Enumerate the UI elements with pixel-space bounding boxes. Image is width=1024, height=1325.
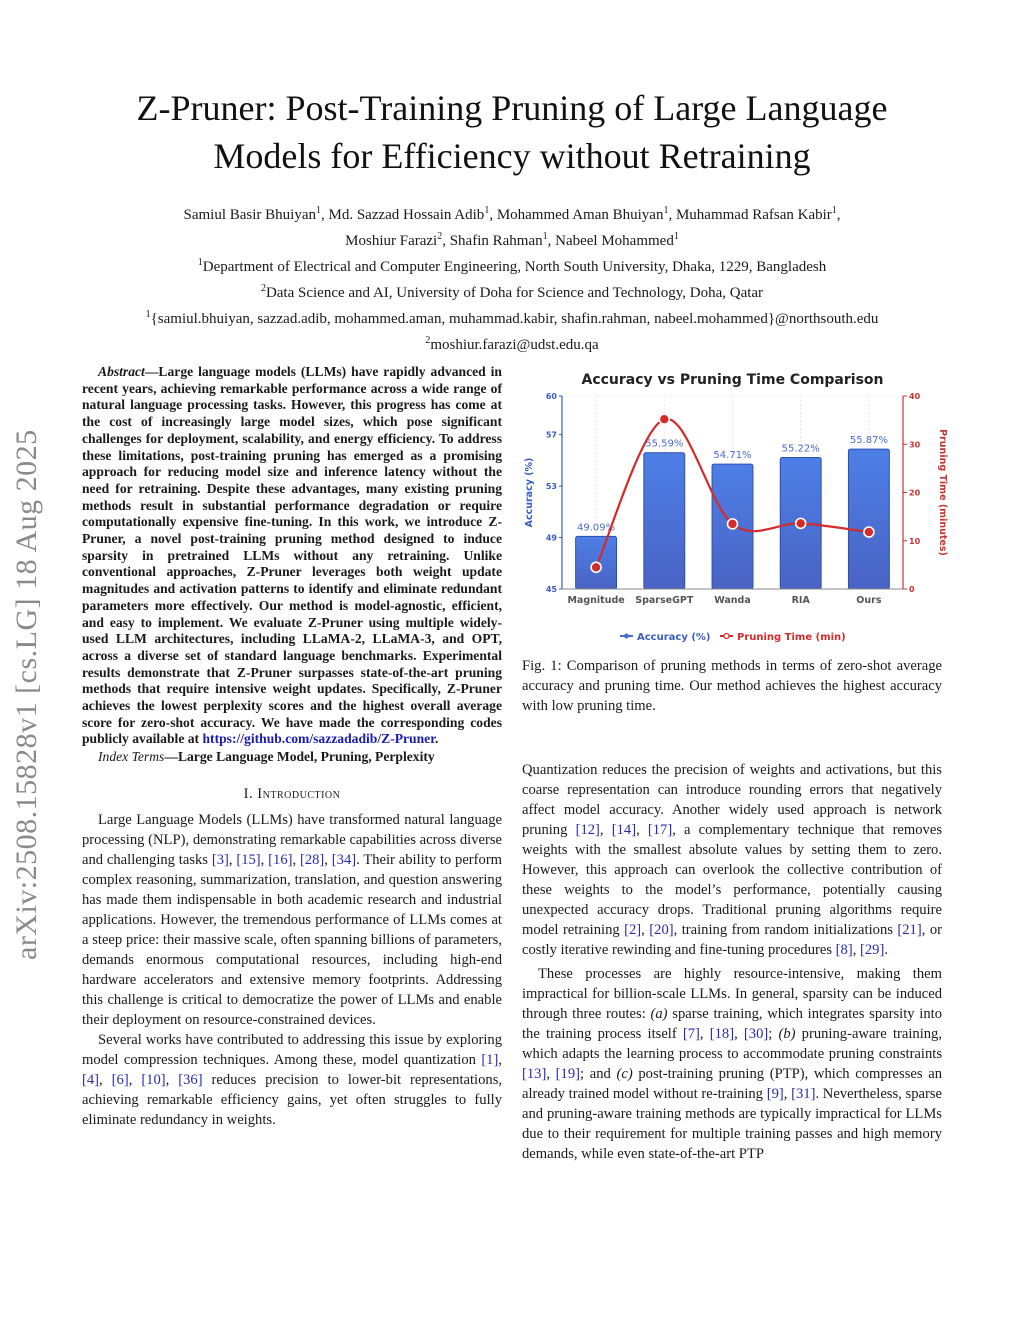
citation-link[interactable]: [10] bbox=[141, 1072, 166, 1089]
abstract bbox=[82, 364, 502, 748]
citation-link[interactable]: [3] bbox=[211, 852, 229, 869]
left-tick-label: 60 bbox=[545, 392, 557, 401]
intro-paragraph-2: Several works have contributed to addressing this issue by exploring model compression techniques. Among these, model quantization [1], [4], [6], [10], [36] reduces precision to lower-bit representations, achieving remarkable efficiency gains, yet often struggles to fully eliminate redundancy in weights. bbox=[82, 1032, 503, 1129]
author-name: Moshiur Farazi bbox=[345, 233, 438, 249]
affiliation-2-text: Data Science and AI, University of Doha for Science and Technology, Doha, Qatar bbox=[265, 285, 764, 301]
paper-title bbox=[60, 84, 964, 180]
legend-time-marker bbox=[724, 634, 729, 639]
index-terms-label: Index Terms bbox=[98, 749, 165, 765]
x-tick-label: Wanda bbox=[714, 595, 751, 606]
citation-link[interactable]: [31] bbox=[791, 1086, 816, 1102]
x-tick-label: Magnitude bbox=[567, 595, 625, 606]
affiliation-marker: 1 bbox=[484, 205, 490, 216]
x-tick-label: Ours bbox=[856, 595, 882, 606]
index-terms bbox=[82, 748, 502, 766]
title-line-2: Models for Efficiency without Retraining bbox=[213, 136, 811, 176]
author-name: Md. Sazzad Hossain Adib bbox=[328, 207, 485, 223]
pruning-time-point-ours bbox=[864, 527, 874, 537]
citation-link[interactable]: [7] bbox=[682, 1026, 700, 1042]
citation-link[interactable]: [28] bbox=[299, 852, 325, 869]
citation-link[interactable]: [4] bbox=[82, 1072, 100, 1089]
emails-1: $^1${samiul.bhuiyan, sazzad.adib, mohammed.aman, muhammad.kabir, shafin.rahman, nabeel.mohammed}@northsouth.edu bbox=[145, 309, 879, 327]
citation-link[interactable]: [20] bbox=[649, 922, 674, 938]
italic-label: (c) bbox=[616, 1066, 633, 1082]
section-number: I. bbox=[243, 786, 258, 803]
citation-link[interactable]: [18] bbox=[709, 1026, 735, 1042]
affiliation-marker: 1 bbox=[831, 205, 837, 216]
left-axis-label: Accuracy (%) bbox=[524, 457, 535, 528]
emails-1-text: {samiul.bhuiyan, sazzad.adib, mohammed.aman, muhammad.kabir, shafin.rahman, nabeel.mohammed}@northsouth.edu bbox=[150, 311, 879, 327]
citation-link[interactable]: [21] bbox=[897, 922, 922, 938]
left-column bbox=[82, 364, 502, 1130]
author-block bbox=[60, 200, 964, 356]
right-tick-label: 20 bbox=[909, 488, 921, 498]
bar-value-label: 54.71% bbox=[713, 450, 752, 462]
right-tick-label: 0 bbox=[909, 585, 915, 594]
author-name: Muhammad Rafsan Kabir bbox=[675, 207, 832, 223]
affiliation-2: $^2$Data Science and AI, University of Doha for Science and Technology, Doha, Qatar bbox=[260, 283, 764, 301]
left-tick-label: 45 bbox=[545, 585, 557, 594]
affiliation-marker: 1 bbox=[673, 231, 679, 242]
citation-link[interactable]: [19] bbox=[555, 1066, 580, 1082]
citation-link[interactable]: [1] bbox=[481, 1052, 499, 1069]
author-list-line-1: Samiul Basir Bhuiyan$^1$, Md. Sazzad Hossain Adib$^1$, Mohammed Aman Bhuiyan$^1$, Muhammad Rafsan Kabir$^1$, bbox=[183, 205, 841, 223]
author-name: Shafin Rahman bbox=[449, 233, 543, 249]
citation-link[interactable]: [36] bbox=[178, 1072, 203, 1089]
bar-value-label: 55.22% bbox=[781, 443, 820, 455]
right-tick-label: 10 bbox=[909, 536, 921, 546]
citation-link[interactable]: [15] bbox=[236, 852, 261, 869]
x-tick-label: RIA bbox=[791, 595, 810, 606]
accuracy-bar-sparsegpt bbox=[644, 453, 685, 589]
left-tick-label: 53 bbox=[545, 482, 557, 492]
left-tick-label: 49 bbox=[545, 533, 557, 543]
abstract-text: —Large language models (LLMs) have rapidly advanced in recent years, achieving remarkable performance across a wide range of natural language processing tasks. However, this progress has come at the cost of increasingly large model sizes, which pose significant challenges for deployment, scalability, and energy efficiency. To address these limitations, post-training pruning has emerged as a promising approach for reducing model size and inference latency without the need for retraining. Despite these advantages, many existing pruning methods result in substantial performance degradation or require computationally expensive fine-tuning. In this work, we introduce Z-Pruner, a novel post-training pruning method designed to induce sparsity in pretrained LLMs without any retraining. Unlike conventional approaches, Z-Pruner leverages both weight update magnitudes and activation patterns to identify and eliminate redundant parameters more effectively. Our method is model-agnostic, efficient, and easy to implement. We evaluate Z-Pruner using multiple widely-used LLM architectures, including LLaMA-2, LLaMA-3, and OPT, across a diverse set of standard language benchmarks. Experimental results demonstrate that Z-Pruner surpasses state-of-the-art pruning methods that require intensive weight updates. Specifically, Z-Pruner achieves the lowest perplexity scores and the highest overall average score for zero-shot accuracy. We have made the corresponding codes publicly available at bbox=[82, 364, 502, 747]
right-column-body bbox=[522, 760, 942, 1164]
affiliation-marker: 1 bbox=[663, 205, 669, 216]
affiliation-marker: 1 bbox=[315, 205, 321, 216]
abstract-label: Abstract bbox=[98, 364, 145, 379]
citation-link[interactable]: [8] bbox=[835, 942, 853, 958]
citation-link[interactable]: [6] bbox=[111, 1072, 129, 1089]
citation-link[interactable]: [12] bbox=[575, 822, 600, 838]
bar-value-label: 49.09% bbox=[577, 522, 616, 534]
body-paragraph-2: These processes are highly resource-intensive, making them impractical for billion-scale LLMs. In general, sparsity can be induced through three routes: (a) sparse training, which integrates sparsity into the training process itself [7], [18], [30]; (b) pruning-aware training, which adapts the learning process to accommodate pruning constraints [13], [19]; and (c) post-training pruning (PTP), which compresses an already trained model without re-training [9], [31]. Nevertheless, sparse and pruning-aware training methods are typically impractical for LLMs due to their requirement for multiple training passes and high memory demands, while even state-of-the-art PTP bbox=[522, 966, 943, 1162]
bar-value-label: 55.87% bbox=[849, 435, 888, 447]
right-tick-label: 30 bbox=[909, 440, 921, 450]
affiliation-marker: 1 bbox=[542, 231, 548, 242]
legend-accuracy-label: Accuracy (%) bbox=[637, 632, 711, 643]
legend-accuracy-marker bbox=[624, 634, 629, 639]
abstract-end: . bbox=[435, 731, 439, 747]
citation-link[interactable]: [14] bbox=[611, 822, 637, 838]
title-line-1: Z-Pruner: Post-Training Pruning of Large Language bbox=[136, 88, 888, 128]
section-heading-introduction bbox=[82, 784, 502, 804]
citation-link[interactable]: [34] bbox=[331, 852, 357, 869]
emails-2: $^2$moshiur.farazi@udst.edu.qa bbox=[425, 335, 599, 353]
citation-link[interactable]: [16] bbox=[268, 852, 293, 869]
citation-link[interactable]: [29] bbox=[860, 942, 885, 958]
pruning-time-point-magnitude bbox=[591, 562, 601, 572]
right-axis-label: Pruning Time (minutes) bbox=[937, 429, 948, 556]
index-terms-text: —Large Language Model, Pruning, Perplexity bbox=[164, 749, 435, 765]
affiliation-marker: 2 bbox=[437, 231, 443, 242]
citation-link[interactable]: [30] bbox=[743, 1026, 769, 1042]
arxiv-stamp: arXiv:2508.15828v1 [cs.LG] 18 Aug 2025 bbox=[10, 429, 43, 960]
citation-link[interactable]: [9] bbox=[766, 1086, 784, 1102]
intro-paragraph-1: Large Language Models (LLMs) have transformed natural language processing (NLP), demonstrating remarkable capabilities across diverse and challenging tasks [3], [15], [16], [28], [34]. Their ability to perform complex reasoning, summarization, translation, and question answering has made them indispensable in both academic research and industrial applications. However, the tremendous performance of LLMs comes at a steep price: their massive scale, often spanning billions of parameters, demands enormous computational resources, including high-end hardware accelerators and extensive memory footprints. Addressing this challenge is critical to democratize the power of LLMs and enable their deployment on resource-constrained devices. bbox=[82, 812, 503, 1029]
author-list-line-2: Moshiur Farazi$^2$, Shafin Rahman$^1$, Nabeel Mohammed$^1$ bbox=[345, 231, 679, 249]
right-tick-label: 40 bbox=[909, 392, 921, 401]
legend-time-label: Pruning Time (min) bbox=[737, 632, 846, 643]
emails-2-text: moshiur.farazi@udst.edu.qa bbox=[430, 337, 599, 353]
accuracy-time-chart bbox=[520, 362, 960, 652]
author-name: Nabeel Mohammed bbox=[555, 233, 674, 249]
chart-title: Accuracy vs Pruning Time Comparison bbox=[581, 372, 884, 388]
citation-link[interactable]: [2] bbox=[624, 922, 642, 938]
section-title: Introduction bbox=[257, 786, 341, 803]
affiliation-1-text: Department of Electrical and Computer Engineering, North South University, Dhaka, 1229, Bangladesh bbox=[202, 259, 827, 275]
citation-link[interactable]: [13] bbox=[522, 1066, 547, 1082]
bar-value-label: 55.59% bbox=[645, 438, 684, 450]
author-name: Samiul Basir Bhuiyan bbox=[183, 207, 316, 223]
accuracy-bar-ours bbox=[848, 449, 889, 589]
pruning-time-point-sparsegpt bbox=[659, 414, 669, 424]
pruning-time-point-ria bbox=[796, 518, 806, 528]
x-tick-label: SparseGPT bbox=[635, 595, 694, 606]
github-link[interactable]: https://github.com/sazzadadib/Z-Pruner bbox=[202, 731, 435, 747]
figure-caption: Fig. 1: Comparison of pruning methods in terms of zero-shot average accuracy and pruning time. Our method achieves the highest accuracy with low pruning time. bbox=[522, 658, 942, 714]
italic-label: (b) bbox=[778, 1026, 796, 1042]
affiliation-1: $^1$Department of Electrical and Computer Engineering, North South University, Dhaka, 1229, Bangladesh bbox=[197, 257, 827, 275]
citation-link[interactable]: [17] bbox=[647, 822, 673, 838]
author-name: Mohammed Aman Bhuiyan bbox=[496, 207, 664, 223]
pruning-time-point-wanda bbox=[728, 519, 738, 529]
italic-label: (a) bbox=[650, 1006, 668, 1022]
left-tick-label: 57 bbox=[545, 430, 557, 440]
body-paragraph-1: Quantization reduces the precision of weights and activations, but this coarse representation can introduce rounding errors that negatively affect model accuracy. Another widely used approach is network pruning [12], [14], [17], a complementary technique that removes weights with the smallest absolute values by setting them to zero. However, this approach can overlook the collective contribution of these weights to the model’s performance, potentially causing unexpected accuracy drops. Traditional pruning algorithms require model retraining [2], [20], training from random initializations [21], or costly iterative rewinding and fine-tuning procedures [8], [29]. bbox=[522, 762, 943, 958]
